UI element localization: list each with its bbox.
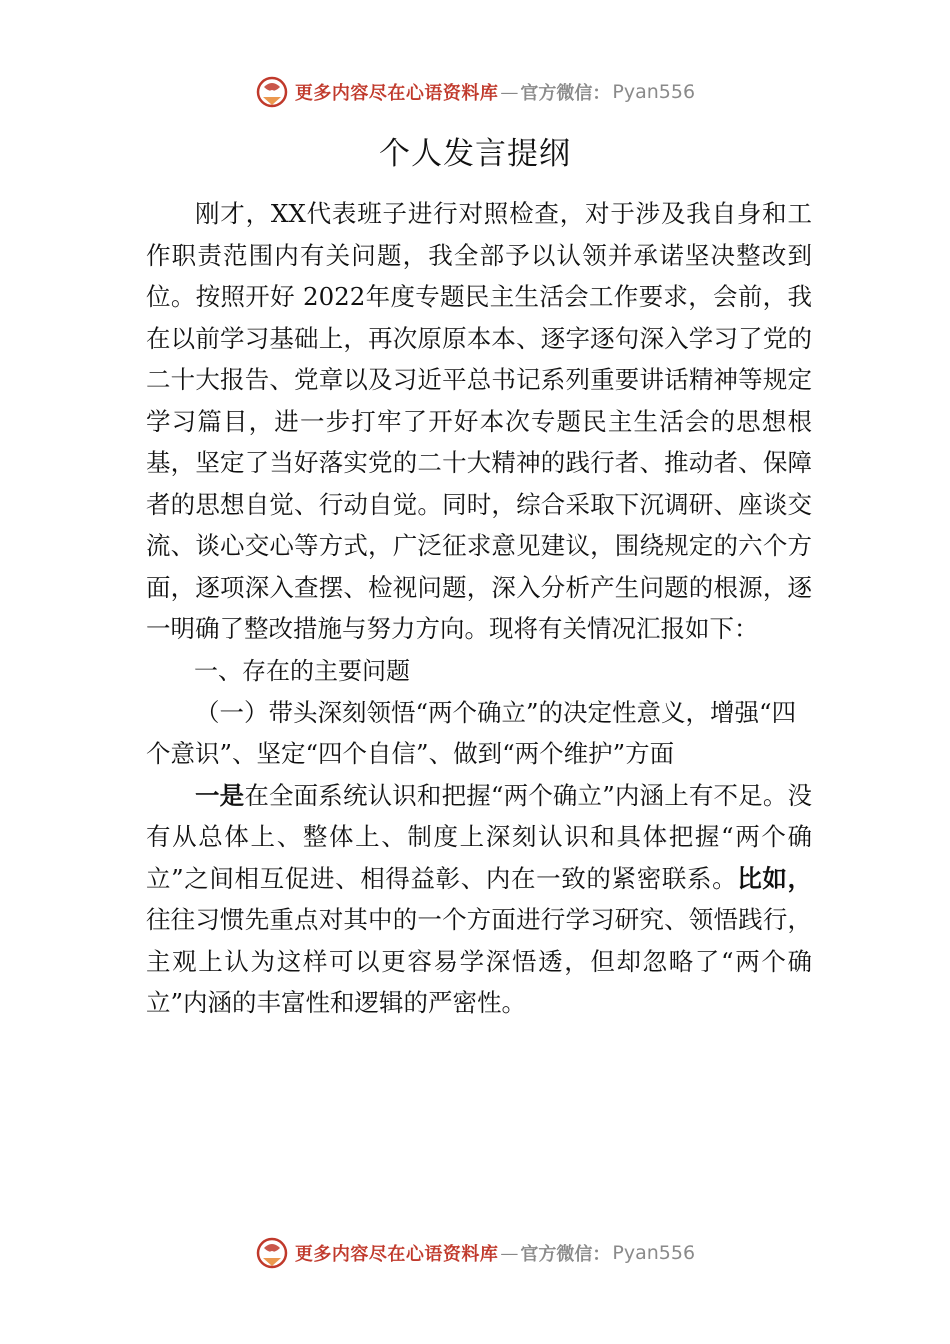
banner-wechat-id: Pyan556 [612, 81, 696, 103]
banner-wechat-id: Pyan556 [612, 1242, 696, 1264]
banner-wechat-label: 官方微信： [520, 83, 611, 104]
footer-watermark-banner [0, 1233, 950, 1273]
banner-separator: — [500, 1242, 519, 1264]
section-heading: 一、存在的主要问题 [194, 656, 410, 685]
point-text: 在全面系统认识和把握“两个确立”内涵上有不足。没有从总体上、整体上、制度上深刻认识和具体把握“两个确立”之间相互促进、相得益彰、内在一致的紧密联系。 [146, 780, 812, 893]
point-lead: 一是 [195, 780, 245, 810]
point-paragraph [146, 775, 812, 1024]
document-title: 个人发言提纲 [379, 136, 571, 172]
banner-library-text: 更多内容尽在心语资料库 [294, 1244, 499, 1265]
intro-paragraph: 刚才，XX代表班子进行对照检查，对于涉及我自身和工作职责范围内有关问题，我全部予以认领并承诺坚决整改到位。按照开好 2022年度专题民主生活会工作要求，会前，我在以前学习基础上，再次原原本本、逐字逐句深入学习了党的二十大报告、党章以及习近平总书记系列重要讲话精神等规定学习篇目，进一步打牢了开好本次专题民主生活会的思想根基，坚定了当好落实党的二十大精神的践行者、推动者、保障者的思想自觉、行动自觉。同时，综合采取下沉调研、座谈交流、谈心交心等方式，广泛征求意见建议，围绕规定的六个方面，逐项深入查摆、检视问题，深入分析产生问题的根源，逐一明确了整改措施与努力方向。现将有关情况汇报如下： [146, 199, 812, 643]
banner-wechat-label: 官方微信： [520, 1244, 611, 1265]
subsection-heading: （一）带头深刻领悟“两个确立”的决定性意义，增强“四个意识”、坚定“四个自信”、做到“两个维护”方面 [146, 697, 797, 768]
library-logo-icon [255, 1236, 289, 1270]
document-body [146, 193, 812, 1024]
banner-library-text: 更多内容尽在心语资料库 [294, 83, 499, 104]
banner-separator: — [500, 81, 519, 103]
header-watermark-banner [0, 72, 950, 112]
example-text: 往往习惯先重点对其中的一个方面进行学习研究、领悟践行，主观上认为这样可以更容易学深悟透，但却忽略了“两个确立”内涵的丰富性和逻辑的严密性。 [146, 905, 812, 1017]
example-lead: 比如， [737, 863, 813, 893]
library-logo-icon [255, 75, 289, 109]
